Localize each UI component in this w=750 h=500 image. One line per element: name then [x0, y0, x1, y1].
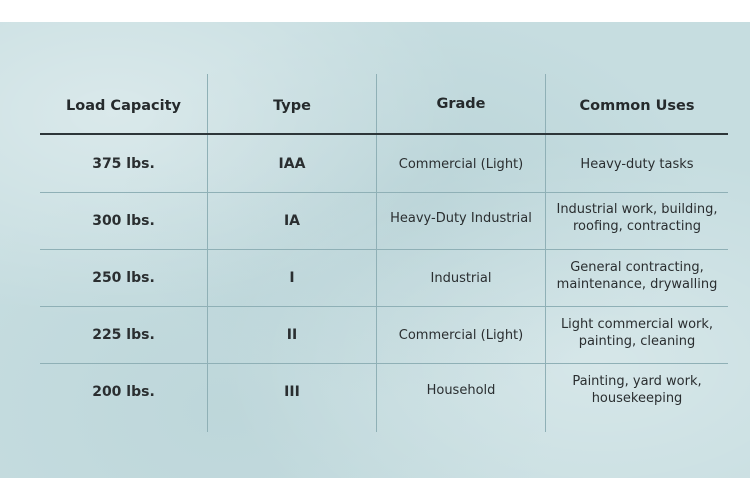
- row-1-load-capacity: 375 lbs.: [92, 155, 155, 172]
- row-4-common-uses: Light commercial work, painting, cleaning: [560, 317, 714, 349]
- row-5-type: III: [284, 383, 300, 400]
- row-2-grade: Heavy-Duty Industrial: [390, 210, 532, 226]
- header-divider: [40, 133, 728, 135]
- row-1-common-uses: Heavy-duty tasks: [580, 156, 694, 172]
- row-3-load-capacity: 250 lbs.: [92, 269, 155, 286]
- table-panel: [0, 22, 750, 478]
- row-5-common-uses: Painting, yard work, housekeeping: [572, 374, 702, 406]
- header-load-capacity: Load Capacity: [66, 97, 181, 114]
- row-2-load-capacity: 300 lbs.: [92, 212, 155, 229]
- header-grade: Grade: [436, 95, 486, 112]
- row-4-grade: Commercial (Light): [398, 327, 524, 343]
- row-4-load-capacity: 225 lbs.: [92, 326, 155, 343]
- row-3-type: I: [289, 269, 295, 286]
- row-1-type: IAA: [278, 155, 306, 172]
- row-3-common-uses: General contracting, maintenance, drywalling: [556, 260, 718, 292]
- header-common-uses: Common Uses: [579, 97, 695, 114]
- row-2-type: IA: [283, 212, 301, 229]
- row-5-load-capacity: 200 lbs.: [92, 383, 155, 400]
- row-4-type: II: [286, 326, 298, 343]
- header-type: Type: [273, 97, 311, 114]
- ladder-rating-table: [40, 74, 728, 454]
- column-divider-3: [545, 74, 546, 432]
- row-2-common-uses: Industrial work, building, roofing, contracting: [556, 202, 718, 234]
- row-5-grade: Household: [426, 382, 496, 398]
- row-1-grade: Commercial (Light): [398, 156, 524, 172]
- row-3-grade: Industrial: [430, 270, 492, 286]
